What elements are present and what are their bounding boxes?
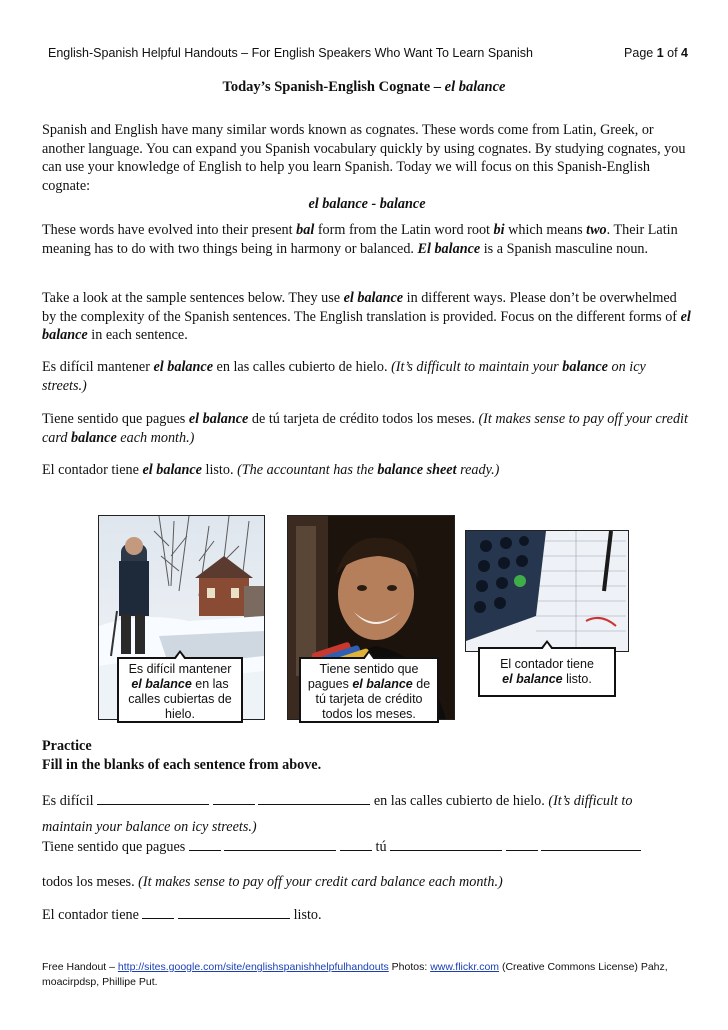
s3-a: El contador tiene xyxy=(42,462,143,478)
practice-heading xyxy=(42,737,692,774)
p1-translation-end: maintain your balance on icy streets.) xyxy=(42,819,257,835)
page-header xyxy=(48,46,688,60)
p2-start: Tiene sentido que pagues xyxy=(42,839,189,855)
s3-translation: (The accountant has the xyxy=(237,462,378,478)
callout-2-end: de tú tarjeta de crédito todos los meses. xyxy=(315,677,431,721)
practice-sentence-1 xyxy=(42,788,692,840)
root-bi: bi xyxy=(493,222,505,238)
practice-title: Practice xyxy=(42,738,92,754)
page-title xyxy=(0,79,728,96)
s3-key: balance sheet xyxy=(377,462,457,478)
p3-translation: (It makes sense to pay off your credit card balance each month.) xyxy=(138,874,503,890)
s3-term: el balance xyxy=(142,462,202,478)
callout-1-term: el balance xyxy=(131,677,192,691)
practice-sentence-3 xyxy=(42,906,692,925)
cognate-line: el balance - balance xyxy=(308,196,426,212)
s2-term: el balance xyxy=(188,411,249,427)
s2-translation: (It makes sense to pay off your credit card xyxy=(42,411,688,446)
origin-text-4: . Their Latin meaning has to do with two things being in harmony or balanced. xyxy=(42,222,678,257)
s2-a: Tiene sentido que pagues xyxy=(42,411,189,427)
page-prefix: Page xyxy=(624,46,657,60)
s1-a: Es difícil mantener xyxy=(42,359,154,375)
origin-text-1: These words have evolved into their present xyxy=(42,222,297,238)
origin-paragraph xyxy=(42,221,692,258)
callout-snow xyxy=(117,657,243,723)
sample-term-2: el balance xyxy=(42,308,691,343)
intro-text: Spanish and English have many similar words known as cognates. These words come from Latin, Greek, or another language. You can expand you Spanish vocabulary quickly by using cognates. By studying cognates, you can use your knowledge of English to help you learn Spanish. Today we will focus on this Spanish-English cognate: xyxy=(42,122,686,194)
sample-paragraph xyxy=(42,289,692,345)
p2-mid: tú xyxy=(371,839,391,855)
s1-end: on icy streets.) xyxy=(42,359,646,394)
callout-3-text: El contador tiene xyxy=(500,657,594,671)
title-prefix: Today’s Spanish-English Cognate – xyxy=(222,79,445,95)
page-total: 4 xyxy=(681,46,688,60)
meaning-two: two xyxy=(586,222,607,238)
blank-input[interactable] xyxy=(213,792,255,805)
practice-instructions: Fill in the blanks of each sentence from above. xyxy=(42,756,322,773)
sample-text-1: Take a look at the sample sentences below. They use xyxy=(42,290,344,306)
sentence-1 xyxy=(42,358,692,395)
callout-1-end: en las calles cubiertas de hielo. xyxy=(128,677,232,721)
page-footer xyxy=(42,960,692,990)
s1-key: balance xyxy=(562,359,608,375)
blank-input[interactable] xyxy=(97,792,209,805)
flickr-link[interactable]: www.flickr.com xyxy=(430,961,500,973)
s1-c: en las calles cubierto de hielo. xyxy=(213,359,392,375)
practice-sentence-2 xyxy=(42,838,692,857)
p1-translation: (It’s difficult to xyxy=(548,793,633,809)
footer-photos: Photos: xyxy=(388,961,431,973)
page-number: 1 xyxy=(656,46,664,60)
origin-text-5: is a Spanish masculine noun. xyxy=(480,240,649,257)
callout-2-term: el balance xyxy=(352,677,413,691)
page-indicator xyxy=(624,46,688,60)
root-bal: bal xyxy=(296,222,315,238)
header-title: English-Spanish Helpful Handouts – For English Speakers Who Want To Learn Spanish xyxy=(48,46,533,60)
s3-c: listo. xyxy=(201,462,238,478)
footer-credits: moacirpdsp, Phillipe Put. xyxy=(42,976,158,988)
p1-mid: en las calles cubierto de hielo. xyxy=(370,793,549,809)
callout-2-text: Tiene sentido que pagues xyxy=(307,662,419,691)
sample-text-3: in each sentence. xyxy=(87,327,188,343)
p3-text: todos los meses. xyxy=(42,874,139,890)
origin-text-3: which means xyxy=(504,222,587,238)
page-of: of xyxy=(663,46,682,60)
footer-license: (Creative Commons License) Pahz, xyxy=(499,961,668,973)
origin-text-2: form from the Latin word root xyxy=(314,222,494,238)
s2-c: de tú tarjeta de crédito todos los meses. xyxy=(248,411,479,427)
handouts-link[interactable]: http://sites.google.com/site/englishspanishhelpfulhandouts xyxy=(117,961,389,973)
blank-input[interactable] xyxy=(189,838,221,851)
s1-translation: (It’s difficult to maintain your xyxy=(391,359,563,375)
photo-calculator xyxy=(465,530,629,652)
sentence-3 xyxy=(42,461,692,480)
title-word: el balance xyxy=(444,79,506,95)
intro-paragraph xyxy=(42,121,692,214)
sample-term-1: el balance xyxy=(343,290,404,306)
sentence-2 xyxy=(42,410,692,447)
blank-input[interactable] xyxy=(340,838,372,851)
footer-prefix: Free Handout – xyxy=(42,961,118,973)
blank-input[interactable] xyxy=(142,906,174,919)
blank-input[interactable] xyxy=(541,838,641,851)
blank-input[interactable] xyxy=(178,906,290,919)
s2-end: each month.) xyxy=(116,429,195,446)
callout-credit xyxy=(299,657,439,723)
s1-term: el balance xyxy=(153,359,213,375)
p4-end: listo. xyxy=(290,907,322,923)
p1-start: Es difícil xyxy=(42,793,98,809)
callout-3-end: listo. xyxy=(562,672,592,686)
blank-input[interactable] xyxy=(224,838,336,851)
blank-input[interactable] xyxy=(390,838,502,851)
calculator-image xyxy=(466,531,628,651)
el-balance-term: El balance xyxy=(417,240,481,257)
callout-3-term: el balance xyxy=(502,672,563,686)
sample-text-2: in different ways. Please don’t be overwhelmed by the complexity of the Spanish sentences. The English translation is provided. Focus on the different forms of xyxy=(42,290,681,325)
blank-input[interactable] xyxy=(258,792,370,805)
s2-key: balance xyxy=(71,429,117,446)
p4-start: El contador tiene xyxy=(42,907,143,923)
callout-accountant xyxy=(478,647,616,697)
callout-1-text: Es difícil mantener xyxy=(128,662,232,676)
practice-sentence-2-end xyxy=(42,873,692,892)
blank-input[interactable] xyxy=(506,838,538,851)
s3-end: ready.) xyxy=(456,462,500,478)
